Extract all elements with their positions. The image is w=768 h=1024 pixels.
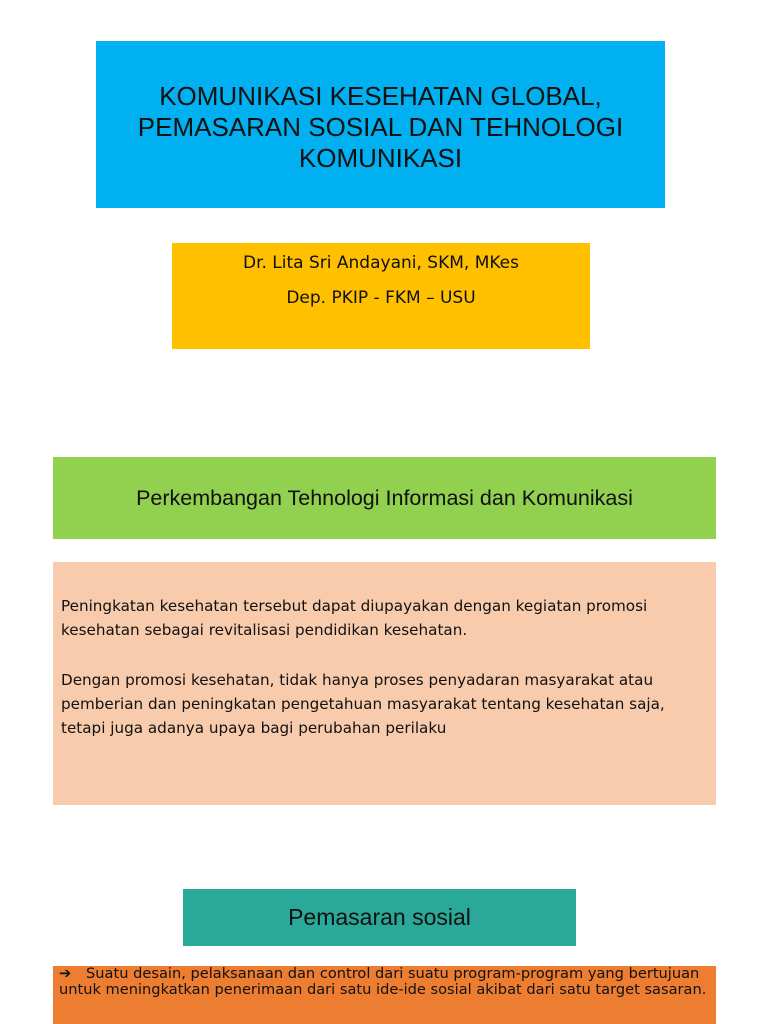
section-heading-social-marketing (183, 889, 576, 946)
body-text-box (53, 562, 716, 805)
bullet-box (53, 966, 716, 1024)
title-line-2: PEMASARAN SOSIAL DAN TEHNOLOGI (137, 112, 624, 142)
bullet-text: Suatu desain, pelaksanaan dan control dari suatu program-program yang bertujuan untuk meningkatkan penerimaan dari satu ide-ide sosial akibat dari satu target sasaran. (59, 965, 707, 998)
author-department: Dep. PKIP - FKM – USU (286, 288, 476, 308)
arrow-right-icon: ➔ (59, 965, 82, 982)
title-line-3: KOMUNIKASI (298, 143, 463, 173)
section-heading-label: Pemasaran sosial (288, 904, 471, 930)
author-box (172, 243, 590, 349)
section-heading-technology (53, 457, 716, 539)
paragraph: Dengan promosi kesehatan, tidak hanya proses penyadaran masyarakat atau pemberian dan peningkatan pengetahuan masyarakat tentang kesehatan saja, tetapi juga adanya upaya bagi perubahan perilaku (61, 671, 665, 737)
paragraph: Peningkatan kesehatan tersebut dapat diupayakan dengan kegiatan promosi kesehatan sebagai revitalisasi pendidikan kesehatan. (61, 597, 648, 639)
title-box (96, 41, 665, 208)
title-line-1: KOMUNIKASI KESEHATAN GLOBAL, (159, 81, 602, 111)
author-name: Dr. Lita Sri Andayani, SKM, MKes (242, 253, 519, 273)
section-heading-label: Perkembangan Tehnologi Informasi dan Komunikasi (136, 485, 633, 510)
